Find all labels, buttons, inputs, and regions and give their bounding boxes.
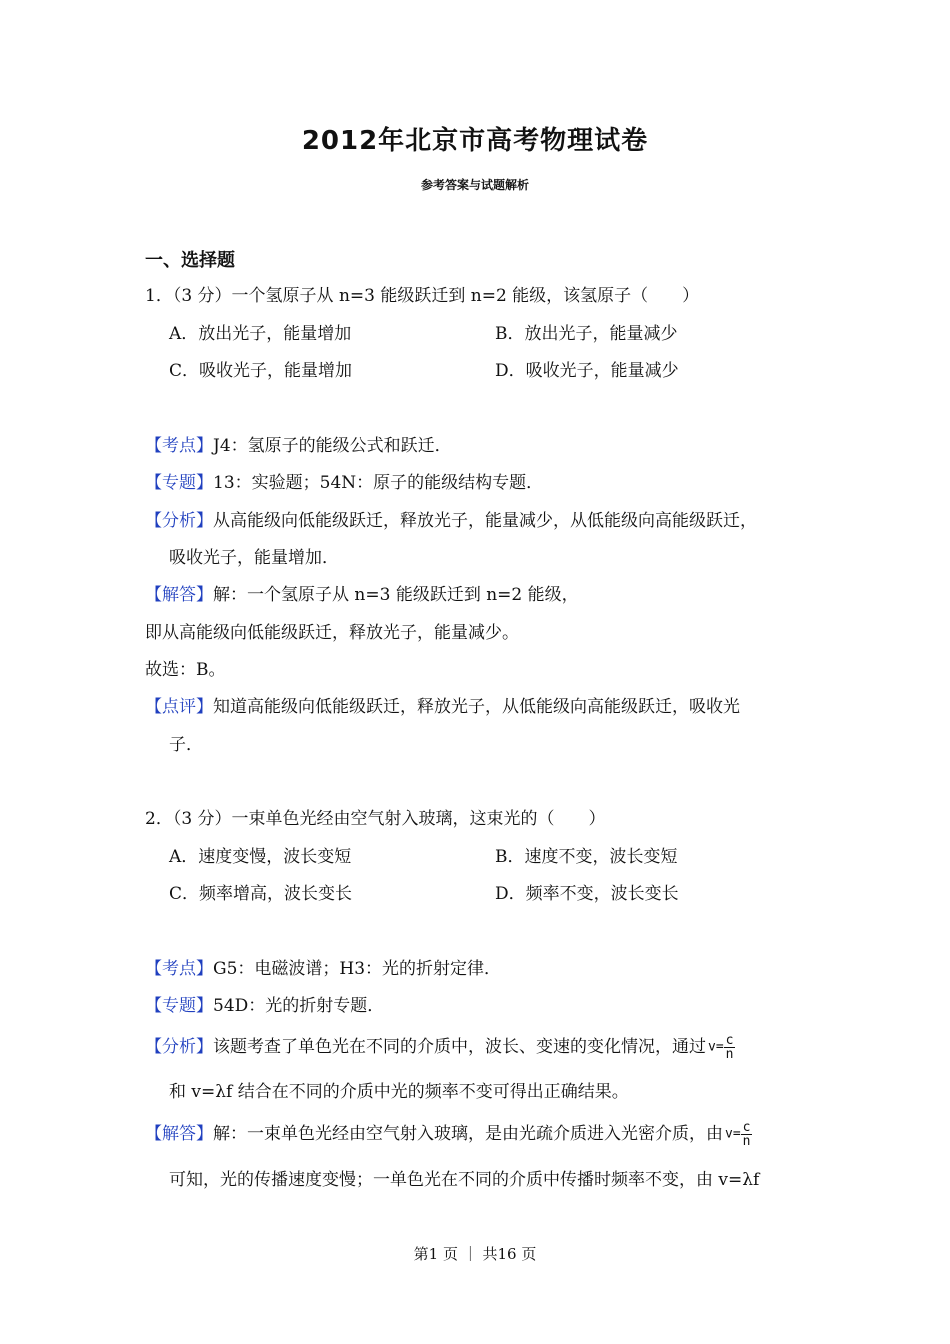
q2-fenxi-text-2: 和 v=λf 结合在不同的介质中光的频率不变可得出正确结果。 — [169, 1082, 629, 1102]
q2-jieda — [145, 1121, 752, 1148]
q2-kaodian-tag: 【考点】 — [145, 959, 213, 979]
q2-option-a: A．速度变慢，波长变短 — [169, 847, 352, 867]
formula-v-c-over-n — [708, 1034, 735, 1061]
q1-dianping-tag: 【点评】 — [145, 697, 213, 717]
q2-zhuanti-text: 54D：光的折射专题． — [213, 996, 385, 1016]
q1-fenxi-tag: 【分析】 — [145, 511, 213, 531]
q1-jieda-text-3: 故选：B。 — [145, 660, 226, 680]
q1-option-a: A．放出光子，能量增加 — [169, 324, 352, 344]
q1-fenxi-text-2: 吸收光子，能量增加． — [169, 548, 339, 568]
q2-zhuanti — [145, 994, 384, 1018]
q1-dianping — [145, 695, 740, 719]
q2-kaodian-text: G5：电磁波谱；H3：光的折射定律． — [213, 959, 502, 979]
q1-option-d: D．吸收光子，能量减少 — [495, 361, 679, 381]
formula-numerator: c — [742, 1120, 751, 1135]
formula-lhs: v= — [725, 1126, 741, 1142]
q2-fenxi — [145, 1034, 735, 1061]
q2-jieda-tag: 【解答】 — [145, 1124, 213, 1144]
page-title: 2012年北京市高考物理试卷 — [301, 126, 649, 156]
formula-lhs: v= — [708, 1039, 724, 1055]
q1-kaodian-text: J4：氢原子的能级公式和跃迁． — [213, 436, 452, 456]
q2-option-d: D．频率不变，波长变长 — [495, 884, 679, 904]
q1-fenxi — [145, 509, 757, 533]
page-footer: 第1 页 ｜ 共16 页 — [413, 1245, 537, 1263]
q2-option-c: C．频率增高，波长变长 — [169, 884, 353, 904]
q2-option-b: B．速度不变，波长变短 — [495, 847, 678, 867]
q2-stem: 2．（3 分）一束单色光经由空气射入玻璃，这束光的（ ） — [145, 809, 606, 829]
q1-zhuanti-text: 13：实验题；54N：原子的能级结构专题． — [213, 473, 544, 493]
page-subtitle: 参考答案与试题解析 — [420, 178, 529, 192]
q1-zhuanti — [145, 471, 543, 495]
q1-option-c: C．吸收光子，能量增加 — [169, 361, 353, 381]
q1-jieda-text-2: 即从高能级向低能级跃迁，释放光子，能量减少。 — [145, 623, 519, 643]
q2-kaodian — [145, 957, 501, 981]
q2-fenxi-tag: 【分析】 — [145, 1037, 213, 1057]
formula-denominator: n — [742, 1134, 751, 1149]
q2-jieda-text-1: 解：一束单色光经由空气射入玻璃，是由光疏介质进入光密介质，由 — [213, 1124, 723, 1144]
section-heading: 一、选择题 — [145, 250, 235, 271]
q1-kaodian-tag: 【考点】 — [145, 436, 213, 456]
q1-jieda-tag: 【解答】 — [145, 585, 213, 605]
formula-denominator: n — [725, 1047, 734, 1062]
q2-fenxi-text-1: 该题考查了单色光在不同的介质中，波长、变速的变化情况，通过 — [213, 1037, 706, 1057]
q1-dianping-text-1: 知道高能级向低能级跃迁，释放光子，从低能级向高能级跃迁，吸收光 — [213, 697, 740, 717]
q1-kaodian — [145, 434, 452, 458]
q1-option-b: B．放出光子，能量减少 — [495, 324, 678, 344]
q2-jieda-text-2: 可知，光的传播速度变慢；一单色光在不同的介质中传播时频率不变，由 v=λf — [169, 1170, 760, 1190]
q1-fenxi-text-1: 从高能级向低能级跃迁，释放光子，能量减少，从低能级向高能级跃迁， — [213, 511, 757, 531]
formula-numerator: c — [725, 1033, 734, 1048]
q1-stem: 1．（3 分）一个氢原子从 n=3 能级跃迁到 n=2 能级，该氢原子（ ） — [145, 286, 700, 306]
formula-v-c-over-n-2 — [725, 1121, 752, 1148]
q1-jieda-text-1: 解：一个氢原子从 n=3 能级跃迁到 n=2 能级， — [213, 585, 579, 605]
q1-jieda — [145, 583, 579, 607]
q2-zhuanti-tag: 【专题】 — [145, 996, 213, 1016]
q1-dianping-text-2: 子． — [169, 735, 203, 755]
q1-zhuanti-tag: 【专题】 — [145, 473, 213, 493]
